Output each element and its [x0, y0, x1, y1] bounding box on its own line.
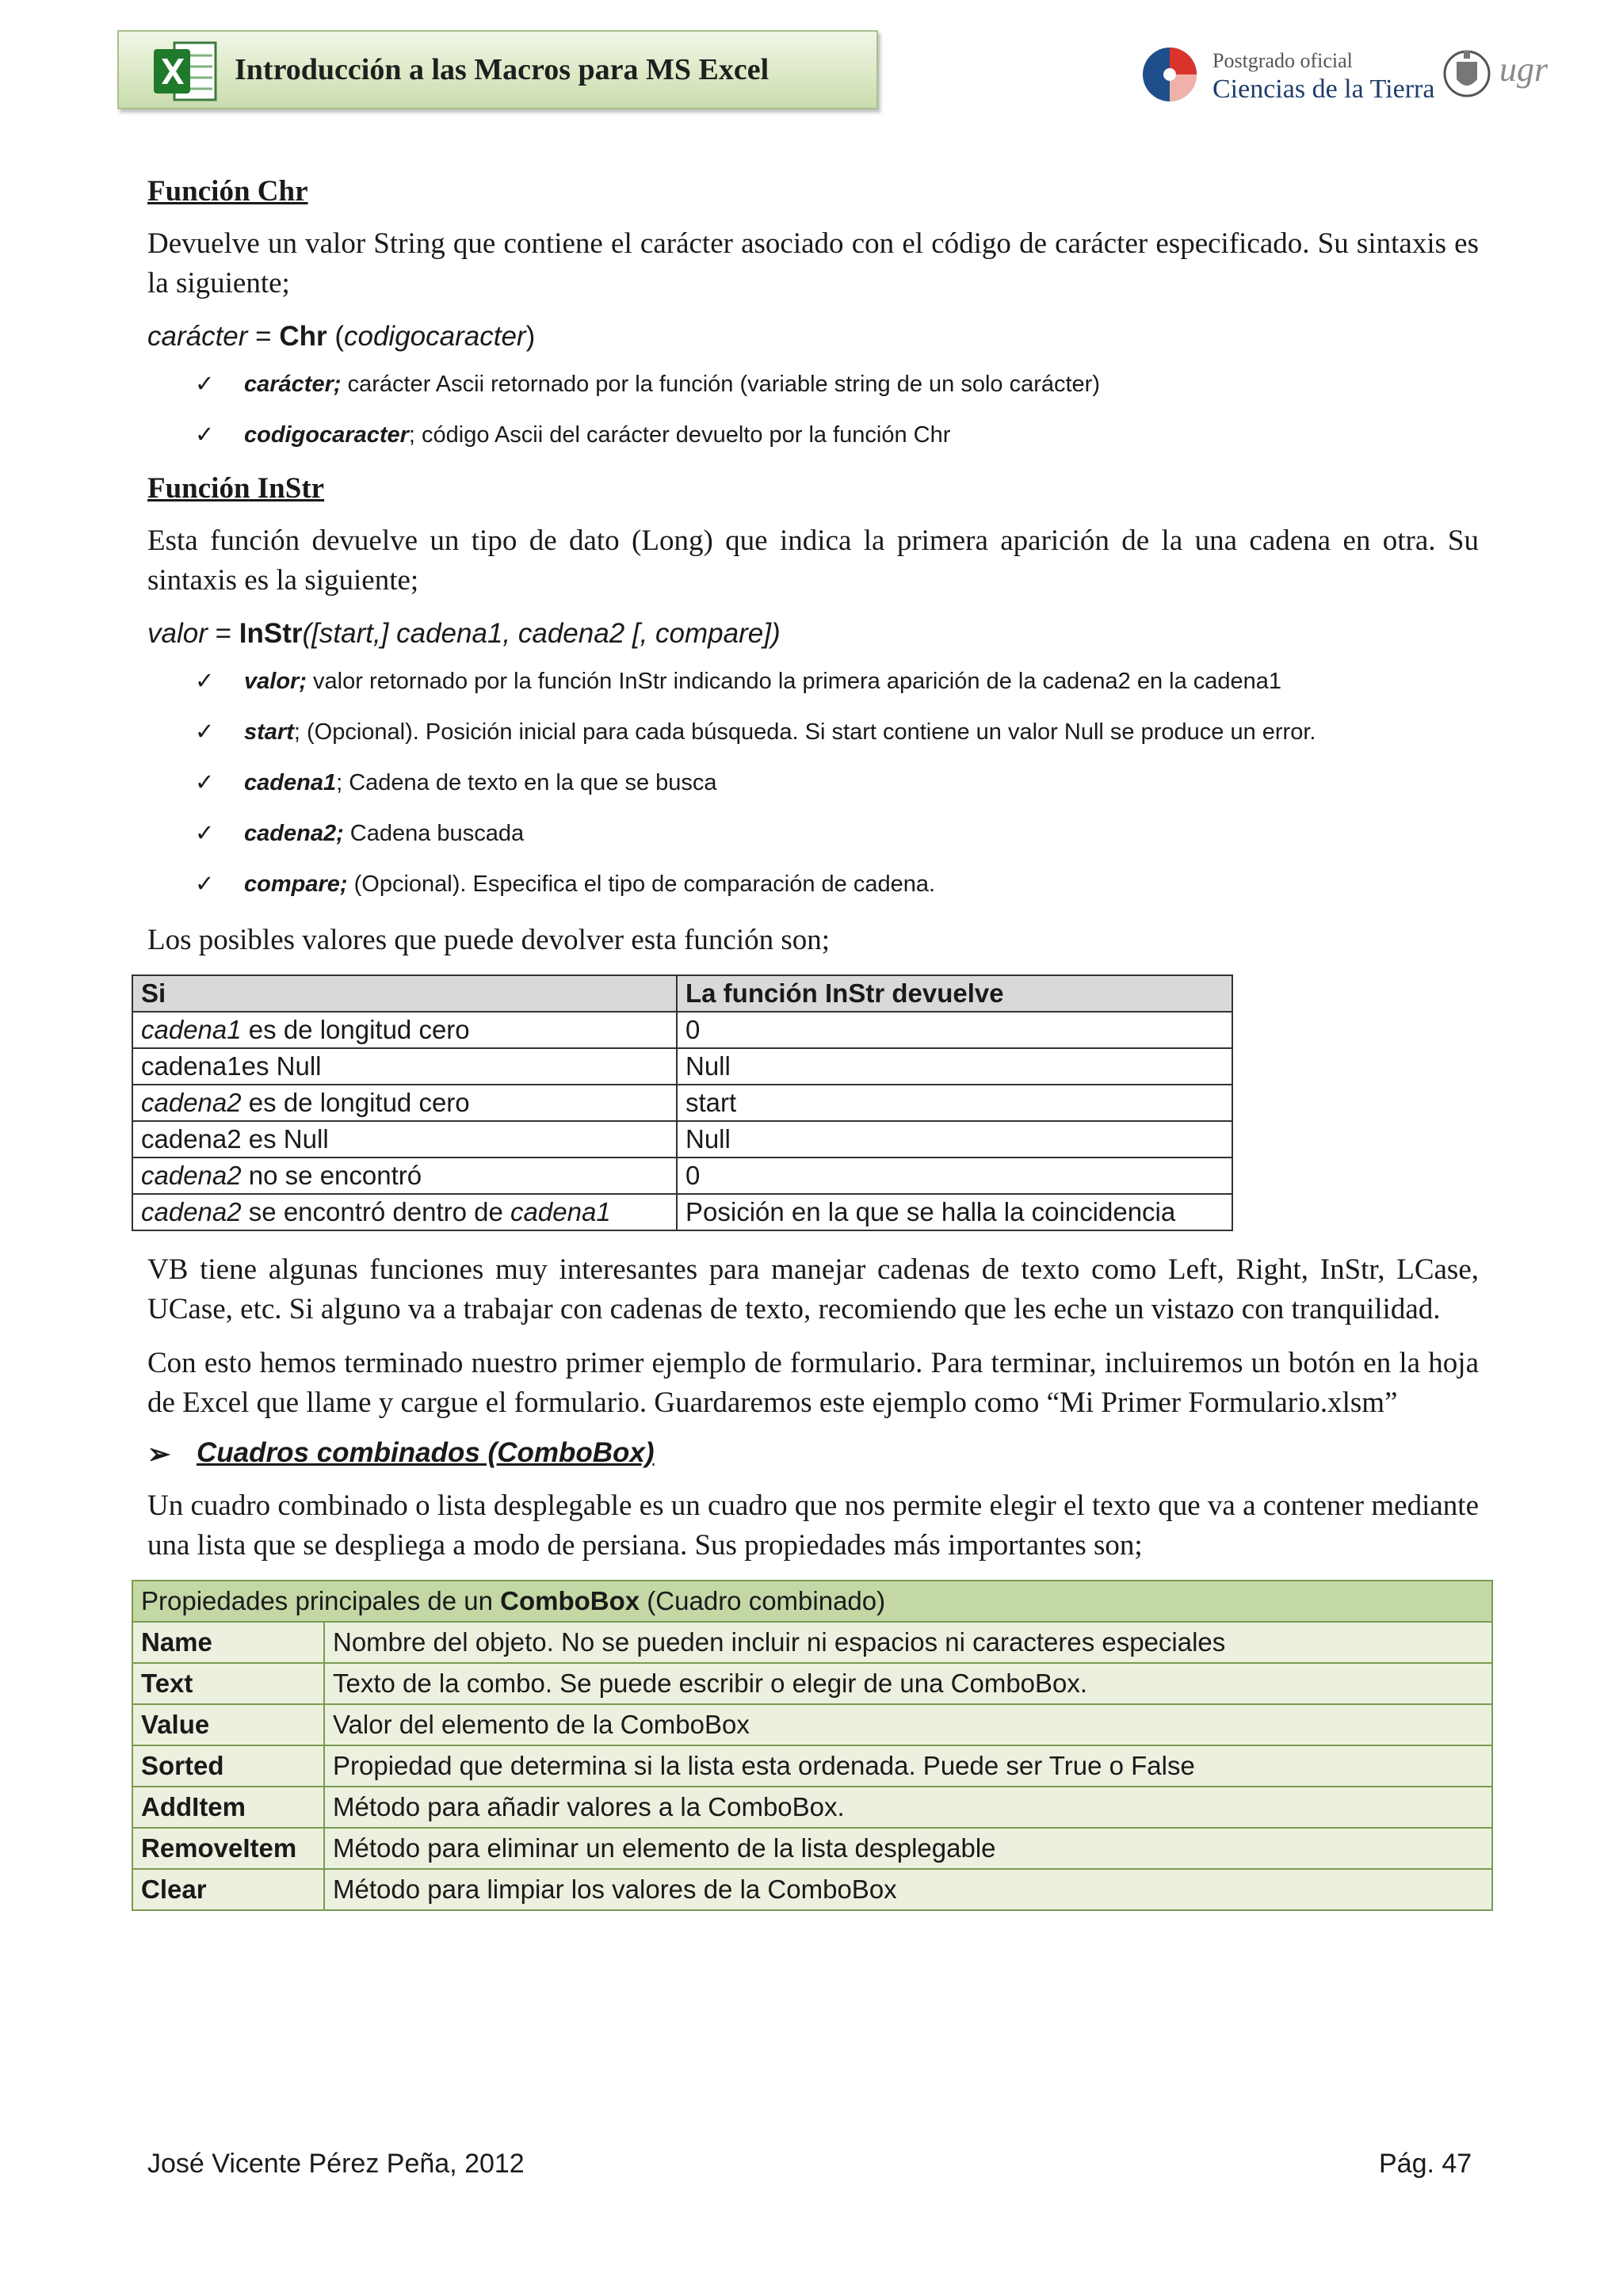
param-text: ; (Opcional). Posición inicial para cada búsqueda. Si start contiene un valor Null se produce un error. [293, 719, 1316, 745]
combobox-description: Un cuadro combinado o lista desplegable es un cuadro que nos permite elegir el texto que va a contener mediante una lista que se despliega a modo de persiana. Sus propiedades más importantes son; [147, 1489, 1479, 1562]
table-cell [132, 1121, 677, 1158]
prop-desc: Nombre del objeto. No se pueden incluir ni espacios ni caracteres especiales [324, 1622, 1492, 1663]
table-header: Si [132, 975, 677, 1012]
table-cell [132, 1085, 677, 1121]
list-item [195, 870, 1479, 898]
instr-params [147, 667, 1479, 898]
table-title-row [132, 1581, 1492, 1622]
prop-name: Value [132, 1704, 324, 1745]
cell-italic: cadena2 [141, 1197, 242, 1226]
table-row [132, 1869, 1492, 1910]
table-header: La función InStr devuelve [677, 975, 1232, 1012]
program-name: Ciencias de la Tierra [1212, 74, 1435, 104]
table-cell [132, 1012, 677, 1048]
syntax-eq: = [247, 321, 280, 352]
prop-desc: Método para añadir valores a la ComboBox. [324, 1787, 1492, 1828]
table-cell [132, 1048, 677, 1085]
cell-text: es de longitud cero [241, 1015, 470, 1044]
checkmark-icon: ✓ [195, 770, 215, 795]
combobox-heading-text: Cuadros combinados (ComboBox) [197, 1437, 655, 1468]
instr-values-intro: Los posibles valores que puede devolver esta función son; [147, 924, 831, 956]
table-row [132, 1745, 1492, 1787]
instr-return-table [132, 974, 1233, 1231]
table-cell: start [677, 1085, 1232, 1121]
university-crest-icon [1442, 44, 1491, 103]
arrow-bullet-icon: ➢ [147, 1439, 171, 1470]
postgrado-logo-icon [1141, 46, 1198, 103]
list-item [195, 769, 1479, 797]
syntax-arg: codigocaracter [344, 321, 526, 352]
cell-italic: cadena1 [141, 1015, 242, 1044]
param-text: carácter Ascii retornado por la función (variable string de un solo carácter) [341, 372, 1100, 397]
param-text: Cadena buscada [343, 821, 525, 846]
syntax-eq: = [207, 618, 239, 649]
cell-text: cadena1es Null [141, 1051, 322, 1081]
ugr-logo-text: ugr [1499, 50, 1549, 89]
prop-name: Clear [132, 1869, 324, 1910]
cell-italic: cadena2 [141, 1088, 242, 1117]
prop-desc: Método para limpiar los valores de la ComboBox [324, 1869, 1492, 1910]
param-term: valor; [244, 669, 307, 694]
table-row [132, 1194, 1232, 1230]
list-item [195, 370, 1479, 399]
list-item [195, 718, 1479, 746]
title-post: (Cuadro combinado) [640, 1586, 886, 1615]
table-row [132, 1663, 1492, 1704]
param-text: (Opcional). Especifica el tipo de comparación de cadena. [347, 871, 936, 897]
prop-name: Name [132, 1622, 324, 1663]
checkmark-icon: ✓ [195, 669, 215, 694]
instr-description: Esta función devuelve un tipo de dato (Long) que indica la primera aparición de la una cadena en otra. Su sintaxis es la siguiente; [147, 524, 1479, 597]
syntax-args: ([start,] cadena1, cadena2 [, compare]) [302, 618, 781, 649]
table-header-row [132, 975, 1232, 1012]
prop-name: Sorted [132, 1745, 324, 1787]
checkmark-icon: ✓ [195, 821, 215, 846]
param-term: cadena1 [244, 770, 337, 795]
table-cell [132, 1194, 677, 1230]
header-banner [117, 30, 878, 109]
cell-italic: cadena2 [141, 1161, 242, 1190]
checkmark-icon: ✓ [195, 422, 215, 448]
table-row [132, 1121, 1232, 1158]
param-text: ; Cadena de texto en la que se busca [336, 770, 717, 795]
prop-desc: Valor del elemento de la ComboBox [324, 1704, 1492, 1745]
table-cell: 0 [677, 1158, 1232, 1194]
table-row [132, 1012, 1232, 1048]
table-cell: Posición en la que se halla la coincidencia [677, 1194, 1232, 1230]
postgrado-label: Postgrado oficial [1212, 49, 1353, 72]
title-bold: ComboBox [500, 1586, 640, 1615]
checkmark-icon: ✓ [195, 372, 215, 397]
table-cell: 0 [677, 1012, 1232, 1048]
table-row [132, 1158, 1232, 1194]
table-row [132, 1704, 1492, 1745]
param-term: compare; [244, 871, 348, 897]
prop-name: RemoveItem [132, 1828, 324, 1869]
prop-desc: Método para eliminar un elemento de la lista desplegable [324, 1828, 1492, 1869]
syntax-open: ( [327, 321, 344, 352]
cell-text: se encontró dentro de [241, 1197, 511, 1226]
prop-desc: Texto de la combo. Se puede escribir o elegir de una ComboBox. [324, 1663, 1492, 1704]
header-title: Introducción a las Macros para MS Excel [235, 53, 769, 86]
cell-text: no se encontró [241, 1161, 422, 1190]
table-cell: Null [677, 1121, 1232, 1158]
param-term: carácter; [244, 372, 342, 397]
table-cell: Null [677, 1048, 1232, 1085]
excel-logo-icon [151, 38, 219, 105]
list-item [195, 421, 1479, 449]
table-row [132, 1787, 1492, 1828]
instr-heading: Función InStr [147, 472, 325, 505]
syntax-fn: Chr [279, 321, 327, 352]
syntax-fn: InStr [239, 618, 303, 649]
prop-desc: Propiedad que determina si la lista esta ordenada. Puede ser True o False [324, 1745, 1492, 1787]
list-item [195, 667, 1479, 696]
list-item [195, 819, 1479, 848]
prop-name: AddItem [132, 1787, 324, 1828]
page-content [141, 174, 1479, 1911]
cell-text: es de longitud cero [241, 1088, 470, 1117]
table-cell [132, 1158, 677, 1194]
table-row [132, 1828, 1492, 1869]
university-logo [1141, 40, 1553, 111]
prop-name: Text [132, 1663, 324, 1704]
checkmark-icon: ✓ [195, 719, 215, 745]
cell-text: cadena2 es Null [141, 1124, 329, 1154]
cell-italic: cadena1 [510, 1197, 611, 1226]
table-row [132, 1048, 1232, 1085]
table-row [132, 1622, 1492, 1663]
footer-page-number: Pág. 47 [1379, 2149, 1472, 2179]
table-row [132, 1085, 1232, 1121]
syntax-close: ) [525, 321, 536, 352]
param-text: valor retornado por la función InStr indicando la primera aparición de la cadena2 en la cadena1 [306, 669, 1282, 694]
syntax-var: valor [147, 618, 208, 649]
param-text: ; código Ascii del carácter devuelto por la función Chr [408, 422, 951, 448]
instr-syntax [147, 615, 1479, 653]
chr-description: Devuelve un valor String que contiene el carácter asociado con el código de carácter especificado. Su sintaxis es la siguiente; [147, 227, 1479, 299]
combobox-properties-table [132, 1580, 1493, 1911]
chr-syntax [147, 318, 1479, 356]
chr-params [147, 370, 1479, 449]
title-pre: Propiedades principales de un [141, 1586, 501, 1615]
footer-author: José Vicente Pérez Peña, 2012 [147, 2149, 525, 2179]
table-title [132, 1581, 1492, 1622]
param-term: cadena2; [244, 821, 344, 846]
combobox-heading [147, 1437, 1479, 1469]
param-term: start [244, 719, 294, 745]
end-paragraph: Con esto hemos terminado nuestro primer ejemplo de formulario. Para terminar, incluiremos un botón en la hoja de Excel que llame y cargue el formulario. Guardaremos este ejemplo como “Mi Primer Formulario.xlsm” [147, 1347, 1479, 1419]
syntax-var: carácter [147, 321, 248, 352]
chr-heading: Función Chr [147, 175, 308, 208]
vb-paragraph: VB tiene algunas funciones muy interesantes para manejar cadenas de texto como Left, Right, InStr, LCase, UCase, etc. Si alguno va a trabajar con cadenas de texto, recomiendo que les eche un vistazo con tranquilidad. [147, 1253, 1479, 1325]
checkmark-icon: ✓ [195, 871, 215, 897]
param-term: codigocaracter [244, 422, 409, 448]
